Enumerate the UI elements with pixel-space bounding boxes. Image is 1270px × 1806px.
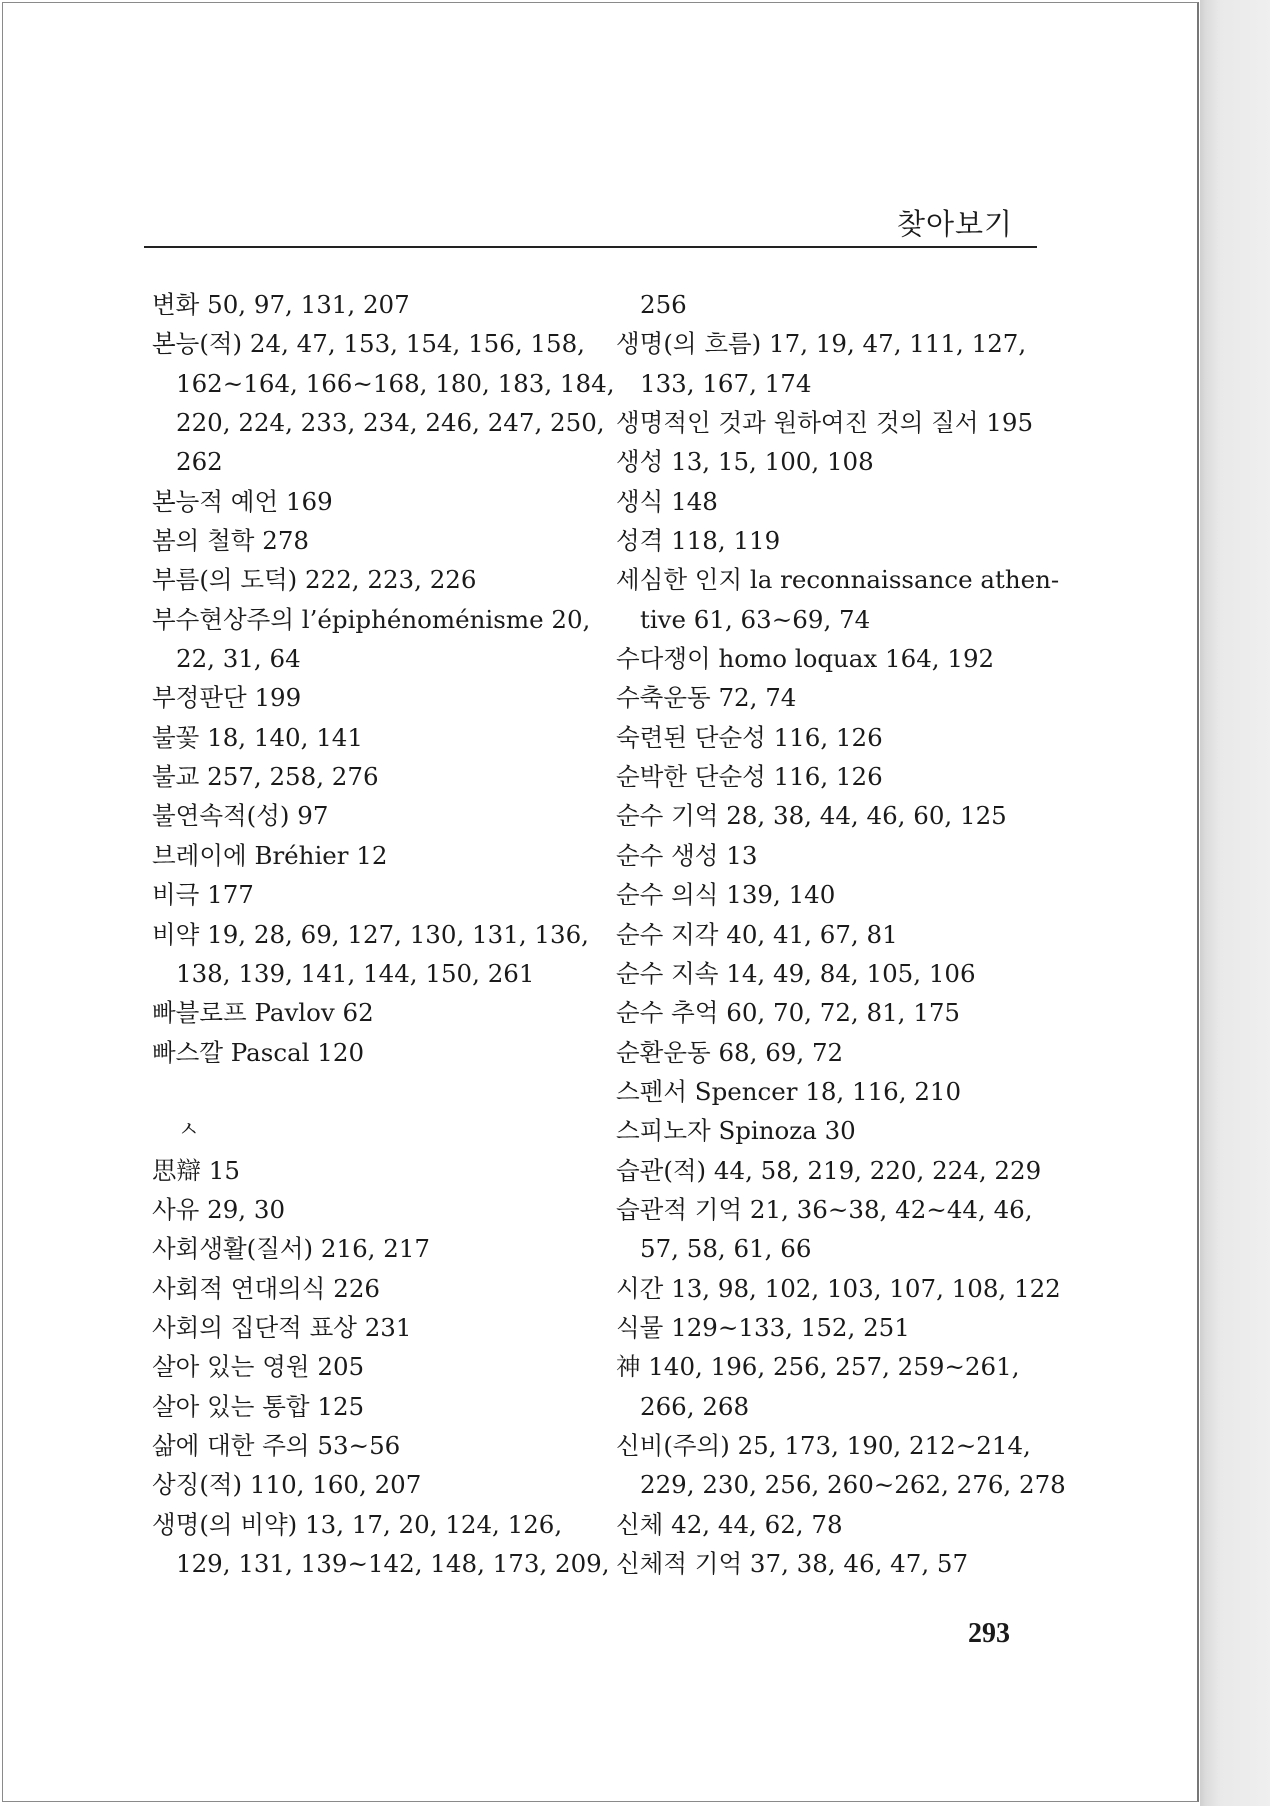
index-entry-line: 신비(주의) 25, 173, 190, 212~214, (616, 1430, 1031, 1460)
index-entry-line: 생명(의 비약) 13, 17, 20, 124, 126, (152, 1509, 563, 1539)
index-entry-line: 순수 추억 60, 70, 72, 81, 175 (616, 998, 961, 1028)
index-entry-line: 수축운동 72, 74 (616, 683, 797, 713)
index-entry-line: 순수 생성 13 (616, 840, 758, 870)
index-entry-line: 신체적 기억 37, 38, 46, 47, 57 (616, 1549, 969, 1578)
index-entry-line: 사회적 연대의식 226 (152, 1273, 381, 1303)
index-entry-line: 266, 268 (640, 1391, 750, 1421)
blank-line (152, 1072, 582, 1111)
index-entry-line: 불연속적(성) 97 (152, 801, 329, 831)
index-entry-line: 133, 167, 174 (640, 368, 812, 398)
section-letter: ㅅ (178, 1118, 200, 1144)
index-entry-line: 세심한 인지 la reconnaissance athen- (616, 565, 1060, 595)
index-entry-line: 생명적인 것과 원하여진 것의 질서 195 (616, 408, 1034, 438)
index-entry-line: 삶에 대한 주의 53~56 (152, 1430, 401, 1460)
index-entry-line: 습관(적) 44, 58, 219, 220, 224, 229 (616, 1155, 1042, 1185)
index-entry-line: 스펜서 Spencer 18, 116, 210 (616, 1076, 962, 1106)
index-entry-line: 브레이에 Bréhier 12 (152, 840, 388, 870)
index-entry-line: 생식 148 (616, 486, 718, 516)
page-number: 293 (968, 1618, 1010, 1649)
index-entry-line: 순수 지각 40, 41, 67, 81 (616, 919, 898, 949)
index-column-right (616, 285, 1066, 1583)
index-entry-line: 생명(의 흐름) 17, 19, 47, 111, 127, (616, 329, 1027, 359)
index-entry-line: 빠스깔 Pascal 120 (152, 1037, 365, 1067)
index-entry-line: 숙련된 단순성 116, 126 (616, 722, 883, 752)
index-entry-line: tive 61, 63~69, 74 (640, 604, 871, 634)
index-entry-line: 비약 19, 28, 69, 127, 130, 131, 136, (152, 919, 589, 949)
index-entry-line: 순수 기억 28, 38, 44, 46, 60, 125 (616, 801, 1007, 831)
index-entry-line: 식물 129~133, 152, 251 (616, 1312, 910, 1342)
viewer-margin (1200, 0, 1270, 1806)
index-entry-line: 부름(의 도덕) 222, 223, 226 (152, 565, 477, 595)
index-entry-line: 생성 13, 15, 100, 108 (616, 447, 874, 477)
index-entry-line: 神 140, 196, 256, 257, 259~261, (616, 1352, 1020, 1382)
index-entry-line: 봄의 철학 278 (152, 526, 310, 556)
index-entry-line: 138, 139, 141, 144, 150, 261 (176, 958, 535, 988)
index-entry-line: 129, 131, 139~142, 148, 173, 209, (176, 1549, 610, 1578)
index-entry-line: 본능(적) 24, 47, 153, 154, 156, 158, (152, 329, 585, 359)
index-entry-line: 부수현상주의 l’épiphénoménisme 20, (152, 604, 591, 634)
index-entry-line: 빠블로프 Pavlov 62 (152, 998, 374, 1028)
index-entry-line: 229, 230, 256, 260~262, 276, 278 (640, 1470, 1066, 1500)
index-entry-line: 부정판단 199 (152, 683, 302, 713)
index-entry-line: 상징(적) 110, 160, 207 (152, 1470, 422, 1500)
index-entry-line: 불교 257, 258, 276 (152, 762, 379, 792)
index-entry-line: 262 (176, 447, 223, 477)
index-entry-line: 수다쟁이 homo loquax 164, 192 (616, 644, 995, 674)
index-entry-line: 思辯 15 (152, 1155, 240, 1185)
index-entry-line: 256 (640, 290, 687, 319)
index-column-left (152, 285, 615, 1583)
index-entry-line: 162~164, 166~168, 180, 183, 184, (176, 368, 615, 398)
index-entry-line: 살아 있는 영원 205 (152, 1352, 365, 1382)
index-entry-line: 57, 58, 61, 66 (640, 1234, 812, 1264)
index-entry-line: 순박한 단순성 116, 126 (616, 762, 883, 792)
index-entry-line: 사회의 집단적 표상 231 (152, 1312, 412, 1342)
index-entry-line: 22, 31, 64 (176, 644, 301, 674)
running-head: 찾아보기 (896, 207, 1013, 241)
index-entry-line: 시간 13, 98, 102, 103, 107, 108, 122 (616, 1273, 1061, 1303)
index-entry-line: 순환운동 68, 69, 72 (616, 1037, 844, 1067)
index-entry-line: 순수 지속 14, 49, 84, 105, 106 (616, 958, 976, 988)
index-entry-line: 성격 118, 119 (616, 526, 781, 556)
index-entry-line: 신체 42, 44, 62, 78 (616, 1509, 843, 1539)
header-rule (144, 246, 1037, 248)
index-entry-line: 사회생활(질서) 216, 217 (152, 1234, 431, 1264)
index-entry-line: 사유 29, 30 (152, 1194, 286, 1224)
index-entry-line: 순수 의식 139, 140 (616, 880, 836, 910)
index-entry-line: 스피노자 Spinoza 30 (616, 1116, 856, 1146)
index-entry-line: 살아 있는 통합 125 (152, 1391, 365, 1421)
index-entry-line: 220, 224, 233, 234, 246, 247, 250, (176, 408, 605, 438)
index-entry-line: 본능적 예언 169 (152, 486, 333, 516)
index-entry-line: 불꽃 18, 140, 141 (152, 722, 363, 752)
index-entry-line: 비극 177 (152, 880, 254, 910)
index-entry-line: 변화 50, 97, 131, 207 (152, 290, 410, 319)
index-entry-line: 습관적 기억 21, 36~38, 42~44, 46, (616, 1194, 1033, 1224)
